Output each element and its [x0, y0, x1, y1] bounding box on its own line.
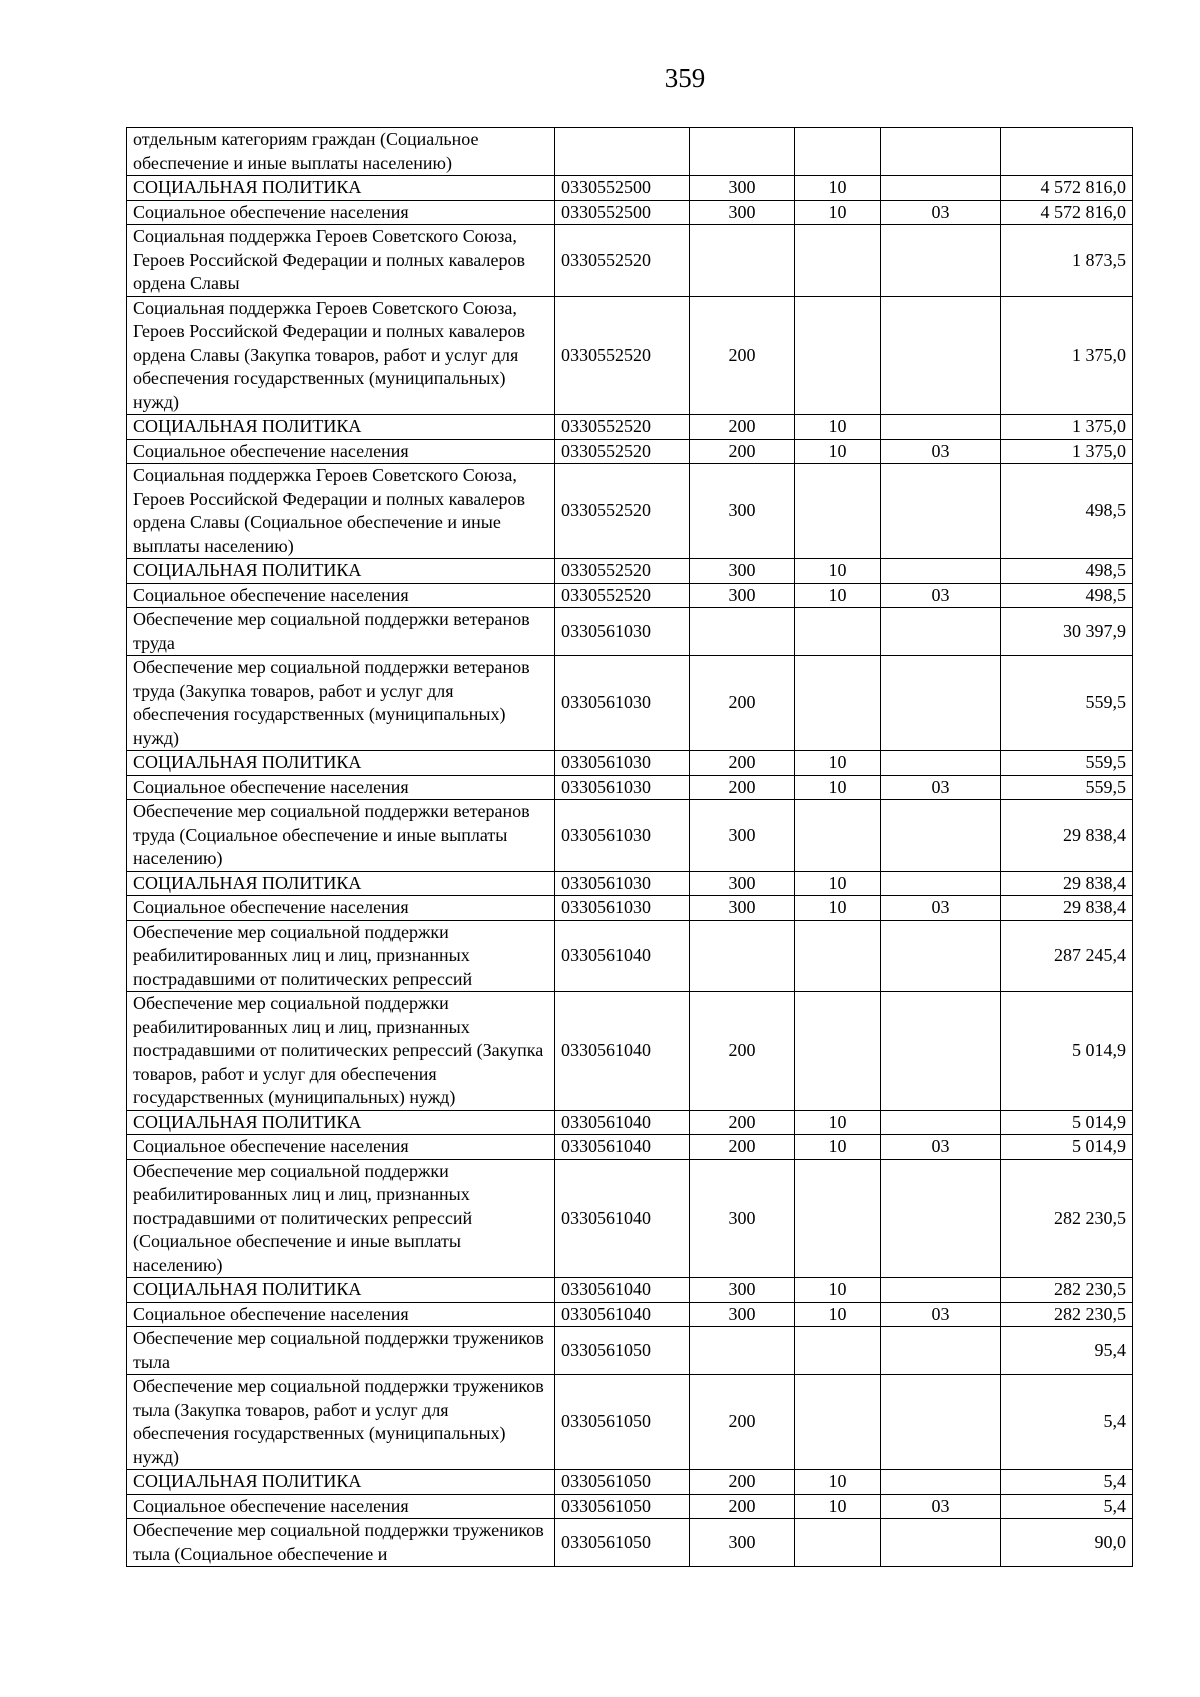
expense-type-cell: 200: [690, 992, 795, 1111]
section-cell: 10: [795, 1470, 881, 1495]
row-name-cell: СОЦИАЛЬНАЯ ПОЛИТИКА: [127, 1278, 555, 1303]
expense-type-cell: 200: [690, 775, 795, 800]
amount-cell: 498,5: [1001, 464, 1133, 559]
subsection-cell: [881, 751, 1001, 776]
table-row: [127, 296, 1133, 415]
subsection-cell: 03: [881, 439, 1001, 464]
expense-type-cell: 300: [690, 1278, 795, 1303]
target-code-cell: 0330552500: [555, 176, 690, 201]
table-row: [127, 920, 1133, 992]
target-code-cell: 0330552520: [555, 225, 690, 297]
expense-type-cell: 300: [690, 800, 795, 872]
expense-type-cell: 200: [690, 415, 795, 440]
subsection-cell: 03: [881, 200, 1001, 225]
subsection-cell: [881, 128, 1001, 176]
target-code-cell: 0330561050: [555, 1327, 690, 1375]
subsection-cell: [881, 296, 1001, 415]
target-code-cell: 0330552520: [555, 415, 690, 440]
amount-cell: 287 245,4: [1001, 920, 1133, 992]
target-code-cell: 0330552500: [555, 200, 690, 225]
amount-cell: 498,5: [1001, 583, 1133, 608]
section-cell: [795, 1519, 881, 1567]
table-row: [127, 559, 1133, 584]
table-row: [127, 608, 1133, 656]
row-name-cell: СОЦИАЛЬНАЯ ПОЛИТИКА: [127, 871, 555, 896]
table-row: [127, 1470, 1133, 1495]
target-code-cell: 0330561050: [555, 1519, 690, 1567]
section-cell: 10: [795, 583, 881, 608]
section-cell: 10: [795, 775, 881, 800]
amount-cell: 29 838,4: [1001, 896, 1133, 921]
table-row: [127, 800, 1133, 872]
row-name-cell: Обеспечение мер социальной поддержки тружеников тыла: [127, 1327, 555, 1375]
expense-type-cell: 200: [690, 1135, 795, 1160]
target-code-cell: 0330561030: [555, 871, 690, 896]
subsection-cell: [881, 225, 1001, 297]
expense-type-cell: 200: [690, 1470, 795, 1495]
subsection-cell: [881, 992, 1001, 1111]
section-cell: [795, 656, 881, 751]
amount-cell: 90,0: [1001, 1519, 1133, 1567]
amount-cell: 498,5: [1001, 559, 1133, 584]
table-row: [127, 1375, 1133, 1470]
row-name-cell: отдельным категориям граждан (Социальное обеспечение и иные выплаты населению): [127, 128, 555, 176]
amount-cell: 30 397,9: [1001, 608, 1133, 656]
row-name-cell: Обеспечение мер социальной поддержки ветеранов труда: [127, 608, 555, 656]
subsection-cell: [881, 1519, 1001, 1567]
subsection-cell: [881, 1470, 1001, 1495]
target-code-cell: 0330561040: [555, 992, 690, 1111]
row-name-cell: Социальное обеспечение населения: [127, 1302, 555, 1327]
table-row: [127, 1278, 1133, 1303]
section-cell: [795, 1159, 881, 1278]
amount-cell: 4 572 816,0: [1001, 200, 1133, 225]
target-code-cell: 0330561050: [555, 1494, 690, 1519]
expense-type-cell: 200: [690, 751, 795, 776]
row-name-cell: Обеспечение мер социальной поддержки ветеранов труда (Социальное обеспечение и иные выплаты населению): [127, 800, 555, 872]
table-row: [127, 751, 1133, 776]
expense-type-cell: 300: [690, 896, 795, 921]
table-row: [127, 1519, 1133, 1567]
target-code-cell: 0330561030: [555, 775, 690, 800]
section-cell: 10: [795, 751, 881, 776]
target-code-cell: 0330552520: [555, 296, 690, 415]
section-cell: [795, 296, 881, 415]
row-name-cell: Социальное обеспечение населения: [127, 439, 555, 464]
subsection-cell: [881, 800, 1001, 872]
section-cell: [795, 128, 881, 176]
expense-type-cell: 200: [690, 1375, 795, 1470]
table-row: [127, 1494, 1133, 1519]
row-name-cell: СОЦИАЛЬНАЯ ПОЛИТИКА: [127, 1110, 555, 1135]
subsection-cell: [881, 608, 1001, 656]
subsection-cell: [881, 1110, 1001, 1135]
table-row: [127, 415, 1133, 440]
table-row: [127, 225, 1133, 297]
table-row: [127, 656, 1133, 751]
amount-cell: 1 375,0: [1001, 296, 1133, 415]
section-cell: [795, 800, 881, 872]
section-cell: 10: [795, 1110, 881, 1135]
subsection-cell: 03: [881, 896, 1001, 921]
amount-cell: 5,4: [1001, 1375, 1133, 1470]
table-row: [127, 871, 1133, 896]
table-row: [127, 583, 1133, 608]
amount-cell: 5 014,9: [1001, 1135, 1133, 1160]
target-code-cell: 0330552520: [555, 464, 690, 559]
amount-cell: 1 375,0: [1001, 439, 1133, 464]
row-name-cell: СОЦИАЛЬНАЯ ПОЛИТИКА: [127, 559, 555, 584]
table-row: [127, 200, 1133, 225]
section-cell: 10: [795, 1302, 881, 1327]
expense-type-cell: [690, 920, 795, 992]
subsection-cell: [881, 1159, 1001, 1278]
row-name-cell: Социальная поддержка Героев Советского Союза, Героев Российской Федерации и полных кавалеров ордена Славы: [127, 225, 555, 297]
subsection-cell: [881, 464, 1001, 559]
expense-type-cell: 200: [690, 1110, 795, 1135]
section-cell: 10: [795, 871, 881, 896]
target-code-cell: 0330561040: [555, 1278, 690, 1303]
table-row: [127, 1110, 1133, 1135]
expense-type-cell: 300: [690, 1159, 795, 1278]
amount-cell: 5 014,9: [1001, 992, 1133, 1111]
row-name-cell: Социальное обеспечение населения: [127, 1494, 555, 1519]
table-row: [127, 1327, 1133, 1375]
expense-type-cell: 300: [690, 176, 795, 201]
expense-type-cell: [690, 608, 795, 656]
table-row: [127, 128, 1133, 176]
subsection-cell: 03: [881, 583, 1001, 608]
subsection-cell: 03: [881, 1302, 1001, 1327]
amount-cell: 282 230,5: [1001, 1278, 1133, 1303]
target-code-cell: 0330561040: [555, 1302, 690, 1327]
expense-type-cell: 200: [690, 296, 795, 415]
row-name-cell: Обеспечение мер социальной поддержки реабилитированных лиц и лиц, признанных пострадавшими от политических репрессий (Закупка товаров, работ и услуг для обеспечения государственных (муниципальных) нужд): [127, 992, 555, 1111]
amount-cell: 282 230,5: [1001, 1159, 1133, 1278]
target-code-cell: 0330561030: [555, 800, 690, 872]
section-cell: 10: [795, 1278, 881, 1303]
row-name-cell: Социальное обеспечение населения: [127, 583, 555, 608]
row-name-cell: Обеспечение мер социальной поддержки тружеников тыла (Закупка товаров, работ и услуг для обеспечения государственных (муниципальных) нужд): [127, 1375, 555, 1470]
amount-cell: 282 230,5: [1001, 1302, 1133, 1327]
subsection-cell: 03: [881, 1135, 1001, 1160]
amount-cell: 559,5: [1001, 751, 1133, 776]
subsection-cell: 03: [881, 1494, 1001, 1519]
target-code-cell: 0330552520: [555, 559, 690, 584]
subsection-cell: [881, 1327, 1001, 1375]
subsection-cell: 03: [881, 775, 1001, 800]
row-name-cell: Социальное обеспечение населения: [127, 200, 555, 225]
target-code-cell: [555, 128, 690, 176]
table-row: [127, 439, 1133, 464]
section-cell: [795, 608, 881, 656]
budget-table-body: [127, 128, 1133, 1567]
expense-type-cell: 300: [690, 464, 795, 559]
expense-type-cell: 300: [690, 583, 795, 608]
subsection-cell: [881, 176, 1001, 201]
expense-type-cell: [690, 128, 795, 176]
table-row: [127, 1302, 1133, 1327]
target-code-cell: 0330552520: [555, 439, 690, 464]
expense-type-cell: 200: [690, 656, 795, 751]
page-number: 359: [664, 63, 706, 93]
row-name-cell: Социальное обеспечение населения: [127, 1135, 555, 1160]
target-code-cell: 0330561030: [555, 656, 690, 751]
expense-type-cell: 300: [690, 1519, 795, 1567]
target-code-cell: 0330561030: [555, 751, 690, 776]
budget-table: [126, 127, 1133, 1567]
target-code-cell: 0330552520: [555, 583, 690, 608]
amount-cell: 1 873,5: [1001, 225, 1133, 297]
section-cell: 10: [795, 1135, 881, 1160]
section-cell: [795, 225, 881, 297]
row-name-cell: Социальное обеспечение населения: [127, 775, 555, 800]
table-row: [127, 992, 1133, 1111]
row-name-cell: СОЦИАЛЬНАЯ ПОЛИТИКА: [127, 751, 555, 776]
table-row: [127, 775, 1133, 800]
table-row: [127, 1135, 1133, 1160]
row-name-cell: Социальное обеспечение населения: [127, 896, 555, 921]
expense-type-cell: [690, 1327, 795, 1375]
row-name-cell: Социальная поддержка Героев Советского Союза, Героев Российской Федерации и полных кавалеров ордена Славы (Закупка товаров, работ и услуг для обеспечения государственных (муниципальных) нужд): [127, 296, 555, 415]
subsection-cell: [881, 871, 1001, 896]
expense-type-cell: 200: [690, 1494, 795, 1519]
target-code-cell: 0330561040: [555, 920, 690, 992]
table-row: [127, 1159, 1133, 1278]
section-cell: 10: [795, 1494, 881, 1519]
section-cell: 10: [795, 896, 881, 921]
amount-cell: 5,4: [1001, 1470, 1133, 1495]
amount-cell: [1001, 128, 1133, 176]
section-cell: 10: [795, 559, 881, 584]
expense-type-cell: 300: [690, 871, 795, 896]
target-code-cell: 0330561040: [555, 1159, 690, 1278]
amount-cell: 29 838,4: [1001, 800, 1133, 872]
target-code-cell: 0330561040: [555, 1135, 690, 1160]
target-code-cell: 0330561050: [555, 1375, 690, 1470]
target-code-cell: 0330561040: [555, 1110, 690, 1135]
subsection-cell: [881, 1278, 1001, 1303]
row-name-cell: СОЦИАЛЬНАЯ ПОЛИТИКА: [127, 415, 555, 440]
table-row: [127, 464, 1133, 559]
amount-cell: 4 572 816,0: [1001, 176, 1133, 201]
subsection-cell: [881, 415, 1001, 440]
expense-type-cell: 200: [690, 439, 795, 464]
row-name-cell: Обеспечение мер социальной поддержки реабилитированных лиц и лиц, признанных пострадавшими от политических репрессий: [127, 920, 555, 992]
amount-cell: 559,5: [1001, 775, 1133, 800]
amount-cell: 95,4: [1001, 1327, 1133, 1375]
section-cell: [795, 992, 881, 1111]
amount-cell: 1 375,0: [1001, 415, 1133, 440]
expense-type-cell: 300: [690, 200, 795, 225]
section-cell: 10: [795, 415, 881, 440]
expense-type-cell: [690, 225, 795, 297]
target-code-cell: 0330561050: [555, 1470, 690, 1495]
amount-cell: 29 838,4: [1001, 871, 1133, 896]
subsection-cell: [881, 559, 1001, 584]
section-cell: [795, 1327, 881, 1375]
expense-type-cell: 300: [690, 1302, 795, 1327]
section-cell: 10: [795, 176, 881, 201]
section-cell: 10: [795, 439, 881, 464]
table-row: [127, 176, 1133, 201]
section-cell: 10: [795, 200, 881, 225]
target-code-cell: 0330561030: [555, 608, 690, 656]
amount-cell: 5,4: [1001, 1494, 1133, 1519]
row-name-cell: СОЦИАЛЬНАЯ ПОЛИТИКА: [127, 1470, 555, 1495]
expense-type-cell: 300: [690, 559, 795, 584]
amount-cell: 5 014,9: [1001, 1110, 1133, 1135]
row-name-cell: Социальная поддержка Героев Советского Союза, Героев Российской Федерации и полных кавалеров ордена Славы (Социальное обеспечение и иные выплаты населению): [127, 464, 555, 559]
row-name-cell: Обеспечение мер социальной поддержки тружеников тыла (Социальное обеспечение и: [127, 1519, 555, 1567]
subsection-cell: [881, 656, 1001, 751]
target-code-cell: 0330561030: [555, 896, 690, 921]
section-cell: [795, 920, 881, 992]
amount-cell: 559,5: [1001, 656, 1133, 751]
section-cell: [795, 464, 881, 559]
subsection-cell: [881, 1375, 1001, 1470]
row-name-cell: Обеспечение мер социальной поддержки реабилитированных лиц и лиц, признанных пострадавшими от политических репрессий (Социальное обеспечение и иные выплаты населению): [127, 1159, 555, 1278]
section-cell: [795, 1375, 881, 1470]
subsection-cell: [881, 920, 1001, 992]
row-name-cell: СОЦИАЛЬНАЯ ПОЛИТИКА: [127, 176, 555, 201]
row-name-cell: Обеспечение мер социальной поддержки ветеранов труда (Закупка товаров, работ и услуг для обеспечения государственных (муниципальных) нужд): [127, 656, 555, 751]
table-row: [127, 896, 1133, 921]
